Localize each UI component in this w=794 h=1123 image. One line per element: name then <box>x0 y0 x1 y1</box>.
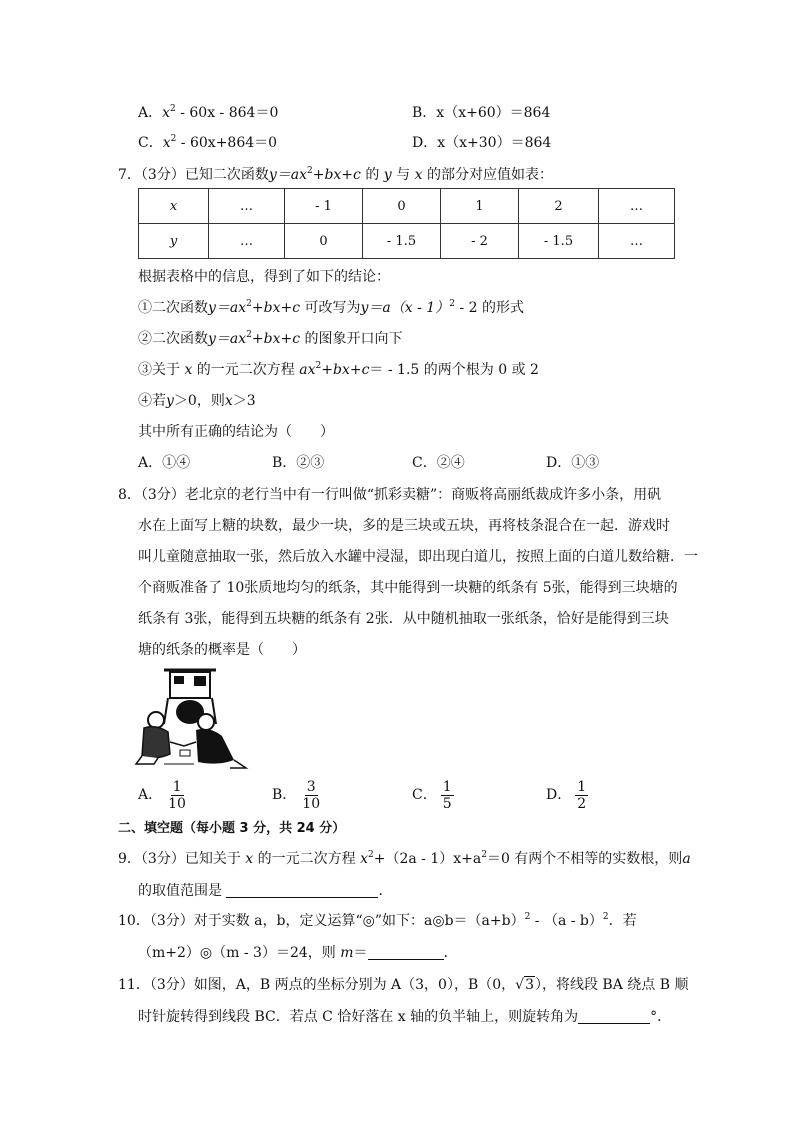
q8-line-4: 个商贩准备了 10张质地均匀的纸条，其中能得到一块糖的纸条有 5张，能得到三块塘的 <box>138 580 678 596</box>
table-cell: x <box>139 189 209 224</box>
candy-vendor-illustration <box>134 664 250 772</box>
q9-line-1: 9．（3分）已知关于 x 的一元二次方程 $x^2+(2a - 1)x+a^2=0$ 有两个不相等的实数根，则a <box>118 850 691 867</box>
table-cell: - 1 <box>285 189 363 224</box>
q7-value-table <box>138 188 675 259</box>
hands <box>170 742 196 746</box>
vendor-body <box>196 729 234 764</box>
section-heading-fill-in: 二、填空题（每小题 3 分，共 24 分） <box>118 821 346 836</box>
q8-line-3: 叫儿童随意抽取一张，然后放入水罐中浸湿，即出现白道儿，按照上面的白道儿数给糖．一 <box>138 549 698 565</box>
q9-line-2: 的取值范围是 ． <box>138 883 393 899</box>
vendor-head <box>198 714 214 730</box>
table-row-x <box>139 189 675 224</box>
q8-line-6: 塘的纸条的概率是（ ） <box>138 642 306 658</box>
q8-option-a: A． $\frac{1}{10}$ <box>138 778 186 812</box>
box-panel <box>194 676 206 686</box>
q11-line-2: 时针旋转得到线段 BC．若点 C 恰好落在 x 轴的负半轴上，则旋转角为 °． <box>138 1009 672 1025</box>
answer-blank[interactable] <box>578 1009 650 1024</box>
q7-intro: 根据表格中的信息，得到了如下的结论： <box>138 269 390 285</box>
table-cell: 0 <box>285 224 363 259</box>
q7-question: 其中所有正确的结论为（ ） <box>138 424 334 440</box>
child-body <box>142 727 170 758</box>
child-head <box>148 712 164 728</box>
q8-line-1: 8．（3分）老北京的老行当中有一行叫做“抓彩卖糖”：商贩将高丽纸裁成许多小条，用矾 <box>118 487 662 503</box>
table-cell: … <box>209 189 285 224</box>
q11-line-1: 11．（3分）如图，A，B 两点的坐标分别为 A（3，0），B（0，√3），将线段 BA 绕点 B 顺 <box>118 977 689 993</box>
q6-option-b: B．x（x+60）＝864 <box>412 105 551 121</box>
q7-conclusion-4: ④若y＞0，则x＞3 <box>138 393 256 409</box>
table-row-y <box>139 224 675 259</box>
q8-option-c: C． $\frac{1}{5}$ <box>412 778 452 812</box>
q8-line-2: 水在上面写上糖的块数，最少一块，多的是三块或五块，再将枝条混合在一起．游戏时 <box>138 518 670 534</box>
q8-option-b: B． $\frac{3}{10}$ <box>272 778 321 812</box>
q7-option-c: C．②④ <box>412 455 465 471</box>
q6-option-d: D．x（x+30）＝864 <box>412 135 552 151</box>
table-cell: … <box>209 224 285 259</box>
table-cell: … <box>599 189 675 224</box>
q7-conclusion-2: ②二次函数$y=ax^2+bx+c$ 的图象开口向下 <box>138 330 403 347</box>
table-cell: 2 <box>519 189 599 224</box>
q10-line-1: 10．（3分）对于实数 a，b，定义运算“◎”如下：$a◎b=(a+b)^2 - (a - b)^2$．若 <box>118 912 637 929</box>
answer-blank[interactable] <box>368 945 444 960</box>
table-cell: 1 <box>441 189 519 224</box>
q7-option-a: A．①④ <box>138 455 191 471</box>
q7-conclusion-3: ③关于 x 的一元二次方程 $ax^2+bx+c= - 1.5$ 的两个根为 0 或 2 <box>138 361 539 378</box>
answer-blank[interactable] <box>226 883 378 898</box>
q7-option-d: D．①③ <box>546 455 600 471</box>
table-cell: 0 <box>363 189 441 224</box>
table-cell: - 1.5 <box>519 224 599 259</box>
vendor-foot <box>230 760 246 768</box>
box-panel <box>174 676 184 684</box>
q6-option-c: C．$x^2 - 60x+864=0$ <box>138 134 278 151</box>
table-cell: … <box>599 224 675 259</box>
q8-option-d: D． $\frac{1}{2}$ <box>546 778 587 812</box>
table-cell: y <box>139 224 209 259</box>
q8-line-5: 纸条有 3张，能得到五块糖的纸条有 2张．从中随机抽取一张纸条，恰好是能得到三块 <box>138 611 669 627</box>
paper-slip <box>180 750 190 756</box>
q10-line-2: （m+2）◎（m - 3）＝24，则 m＝ ． <box>138 945 458 961</box>
q7-stem: 7．（3分）已知二次函数$y=ax^2+bx+c$ 的 y 与 x 的部分对应值如表： <box>118 166 553 183</box>
q7-option-b: B．②③ <box>272 455 325 471</box>
q6-option-a: A．$x^2 - 60x - 864=0$ <box>138 104 279 121</box>
table-cell: - 1.5 <box>363 224 441 259</box>
table-cell: - 2 <box>441 224 519 259</box>
q7-conclusion-1: ①二次函数$y=ax^2+bx+c$ 可改写为y＝a（x - 1）$^2$ - 2 的形式 <box>138 299 524 316</box>
